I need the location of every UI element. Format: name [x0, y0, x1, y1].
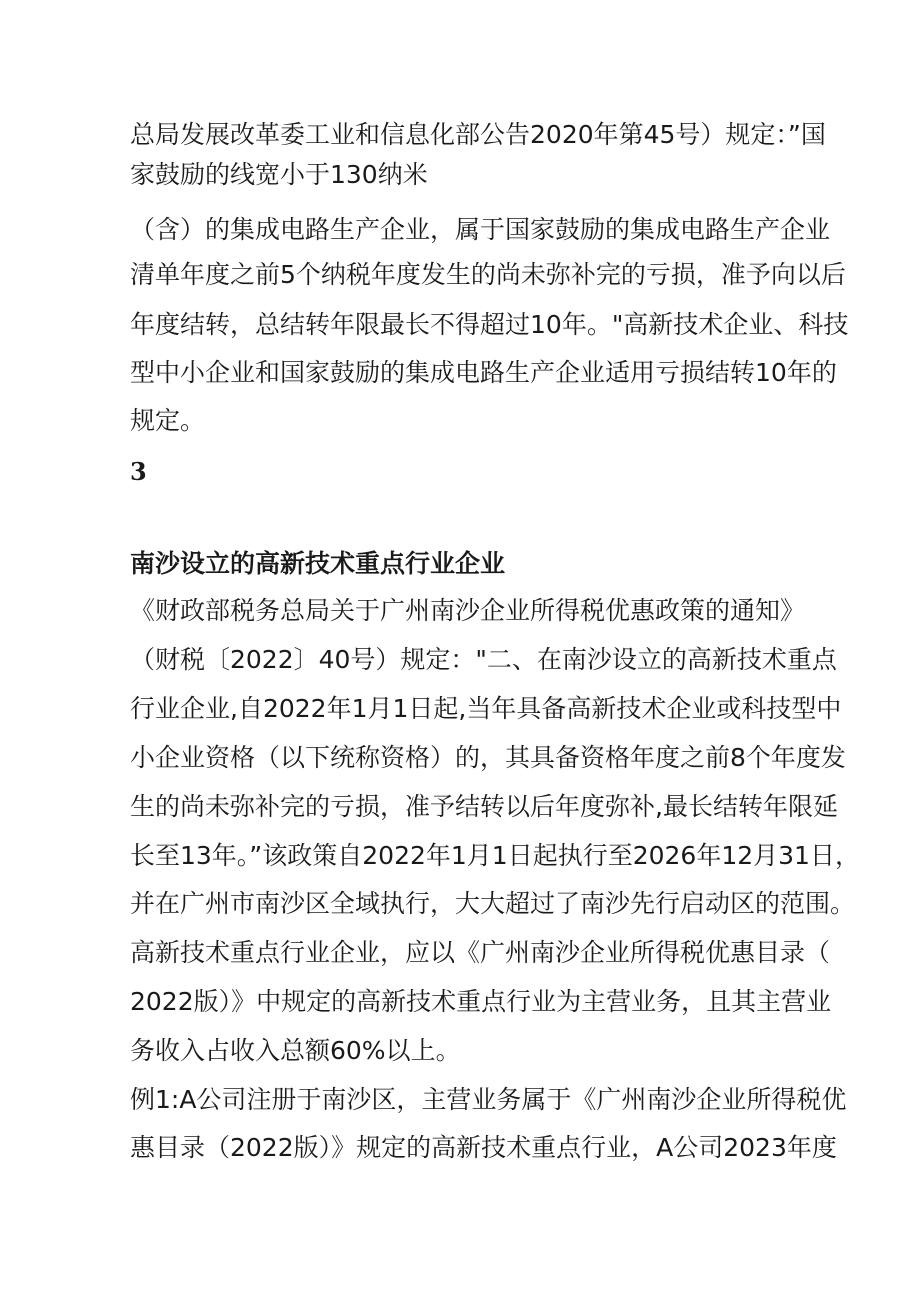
text-line: （含）的集成电路生产企业，属于国家鼓励的集成电路生产企业	[130, 215, 831, 244]
example-line: 惠目录（2022版）》规定的高新技术重点行业，A公司2023年度	[130, 1133, 837, 1162]
text-line: 2022版）》中规定的高新技术重点行业为主营业务，且其主营业	[130, 987, 832, 1016]
text-line: 型中小企业和国家鼓励的集成电路生产企业适用亏损结转10年的	[130, 358, 837, 387]
text-line: 长至13年。”该政策自2022年1月1日起执行至2026年12月31日，	[130, 841, 860, 870]
text-line: （财税〔2022〕40号）规定："二、在南沙设立的高新技术重点	[130, 645, 837, 674]
text-line: 高新技术重点行业企业，应以《广州南沙企业所得税优惠目录（	[130, 938, 831, 967]
text-line: 小企业资格（以下统称资格）的，其具备资格年度之前8个年度发	[130, 743, 846, 772]
text-line: 生的尚未弥补完的亏损，准予结转以后年度弥补,最长结转年限延	[130, 792, 838, 821]
text-line: 总局发展改革委工业和信息化部公告2020年第45号）规定：”国	[130, 120, 826, 149]
text-line: 清单年度之前5个纳税年度发生的尚未弥补完的亏损，准予向以后	[130, 260, 846, 289]
text-line: 家鼓励的线宽小于130纳米	[130, 160, 428, 189]
text-line: 《财政部税务总局关于广州南沙企业所得税优惠政策的通知》	[130, 596, 806, 625]
section-number: 3	[130, 457, 147, 486]
example-line: 例1:A公司注册于南沙区，主营业务属于《广州南沙企业所得税优	[130, 1085, 847, 1114]
text-line: 规定。	[130, 406, 206, 435]
text-line: 行业企业,自2022年1月1日起,当年具备高新技术企业或科技型中	[130, 694, 842, 723]
text-line: 并在广州市南沙区全域执行，大大超过了南沙先行启动区的范围。	[130, 889, 856, 918]
section-heading: 南沙设立的高新技术重点行业企业	[130, 549, 506, 578]
text-line: 务收入占收入总额60%以上。	[130, 1036, 461, 1065]
text-line: 年度结转，总结转年限最长不得超过10年。"高新技术企业、科技	[130, 310, 849, 339]
